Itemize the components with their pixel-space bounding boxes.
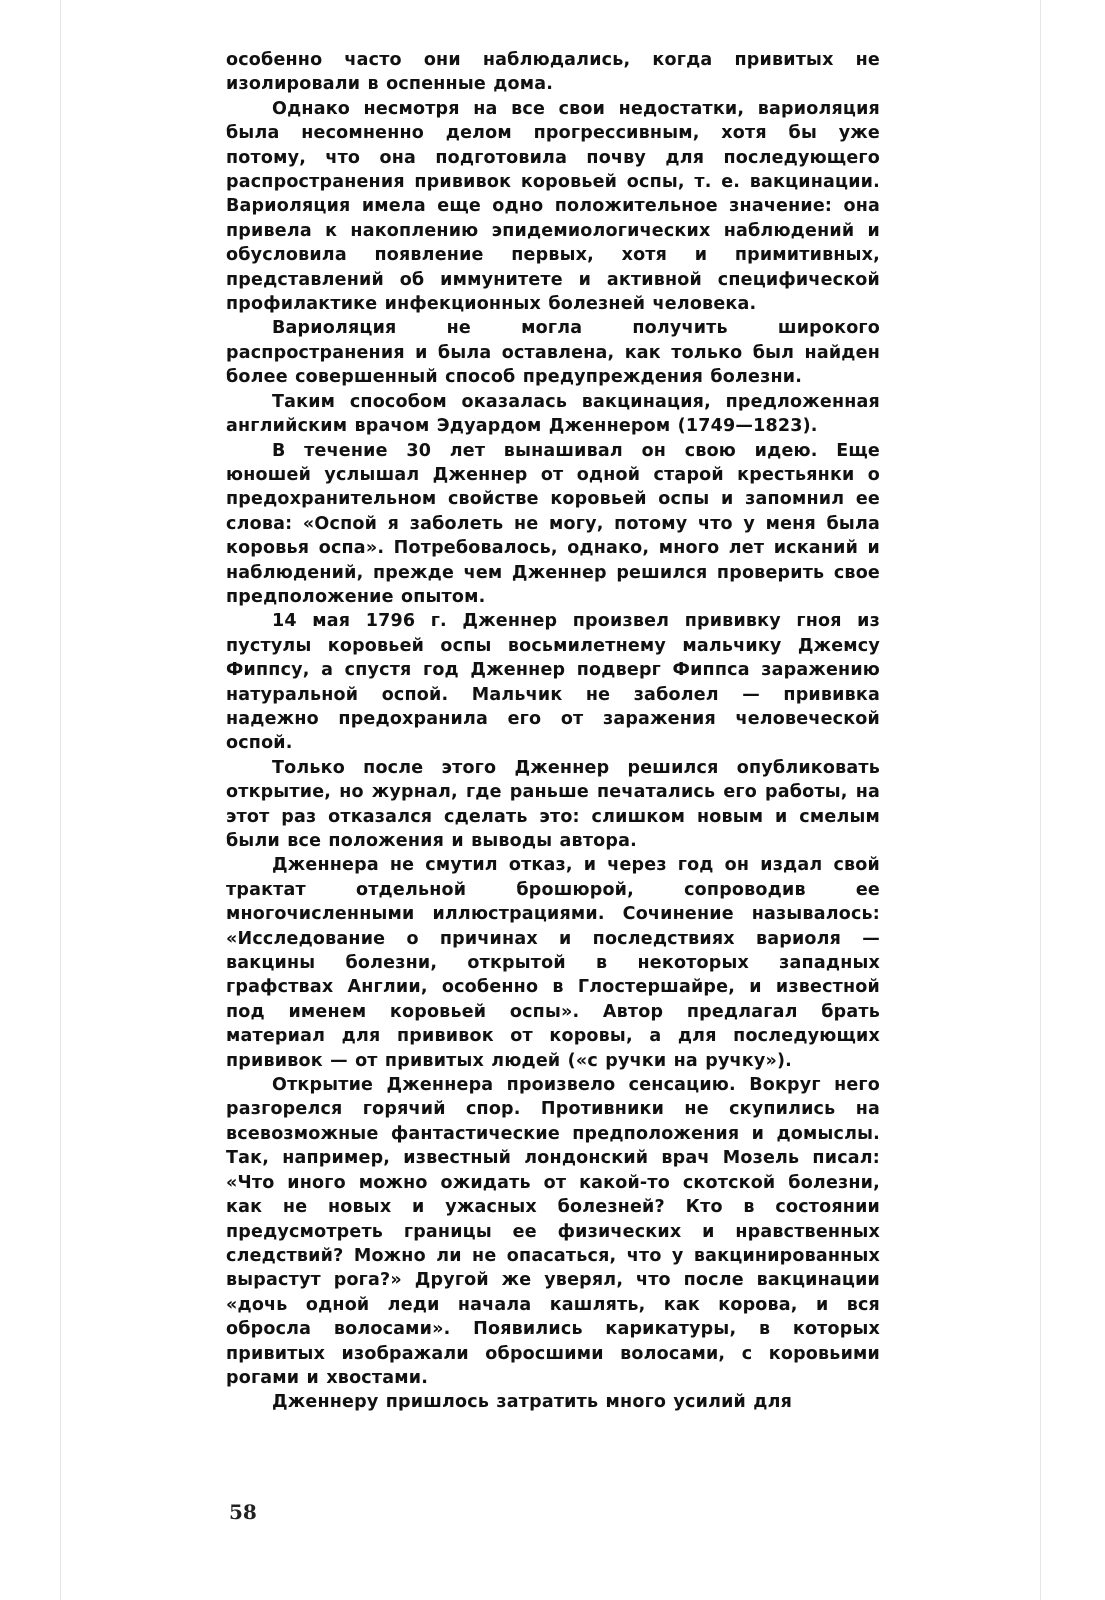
page-edge-left: [60, 0, 61, 1600]
paragraph-4: Таким способом оказалась вакцинация, предложенная английским врачом Эдуардом Дженнером (1749—1823).: [226, 391, 880, 437]
paragraph-10: Дженнеру пришлось затратить много усилий для: [272, 1392, 793, 1413]
page-number: 58: [229, 1500, 257, 1524]
paragraph-6: 14 мая 1796 г. Дженнер произвел прививку гноя из пустулы коровьей оспы восьмилетнему мальчику Джемсу Фиппсу, а спустя год Дженнер подверг Фиппса заражению натуральной оспой. Мальчик не заболел — прививка надежно предохранила его от заражения человеческой оспой.: [226, 611, 880, 754]
body-text: [226, 48, 880, 1415]
paragraph-2: Однако несмотря на все свои недостатки, вариоляция была несомненно делом прогрессивным, хотя бы уже потому, что она подготовила почву для последующего распространения прививок коровьей оспы, т. е. вакцинации. Вариоляция имела еще одно положительное значение: она привела к накоплению эпидемиологических наблюдений и обусловила появление первых, хотя и примитивных, представлений об иммунитете и активной специфической профилактике инфекционных болезней человека.: [226, 98, 880, 315]
paragraph-5: В течение 30 лет вынашивал он свою идею. Еще юношей услышал Дженнер от одной старой крестьянки о предохранительном свойстве коровьей оспы и запомнил ее слова: «Оспой я заболеть не могу, потому что у меня была коровья оспа». Потребовалось, однако, много лет исканий и наблюдений, прежде чем Дженнер решился проверить свое предположение опытом.: [226, 440, 880, 607]
paragraph-7: Только после этого Дженнер решился опубликовать открытие, но журнал, где раньше печатались его работы, на этот раз отказался сделать это: слишком новым и смелым были все положения и выводы автора.: [226, 757, 880, 851]
paragraph-1: особенно часто они наблюдались, когда привитых не изолировали в оспенные дома.: [226, 50, 880, 95]
paragraph-8: Дженнера не смутил отказ, и через год он издал свой трактат отдельной брошюрой, сопроводив ее многочисленными иллюстрациями. Сочинение называлось: «Исследование о причинах и последствиях вариоля — вакцины болезни, открытой в некоторых западных графствах Англии, особенно в Глостершайре, и известной под именем коровьей оспы». Автор предлагал брать материал для прививок от коровы, а для последующих прививок — от привитых людей («с ручки на ручку»).: [226, 855, 880, 1071]
paragraph-9: Открытие Дженнера произвело сенсацию. Вокруг него разгорелся горячий спор. Противники не скупились на всевозможные фантастические предположения и домыслы. Так, например, известный лондонский врач Мозель писал: «Что иного можно ожидать от какой-то скотской болезни, как не новых и ужасных болезней? Кто в состоянии предусмотреть границы ее физических и нравственных следствий? Можно ли не опасаться, что у вакцинированных вырастут рога?» Другой же уверял, что после вакцинации «дочь одной леди начала кашлять, как корова, и вся обросла волосами». Появились карикатуры, в которых привитых изображали обросшими волосами, с коровьими рогами и хвостами.: [226, 1075, 880, 1388]
paragraph-3: Вариоляция не могла получить широкого распространения и была оставлена, как только был найден более совершенный способ предупреждения болезни.: [226, 318, 880, 388]
page-edge-right: [1040, 0, 1041, 1600]
